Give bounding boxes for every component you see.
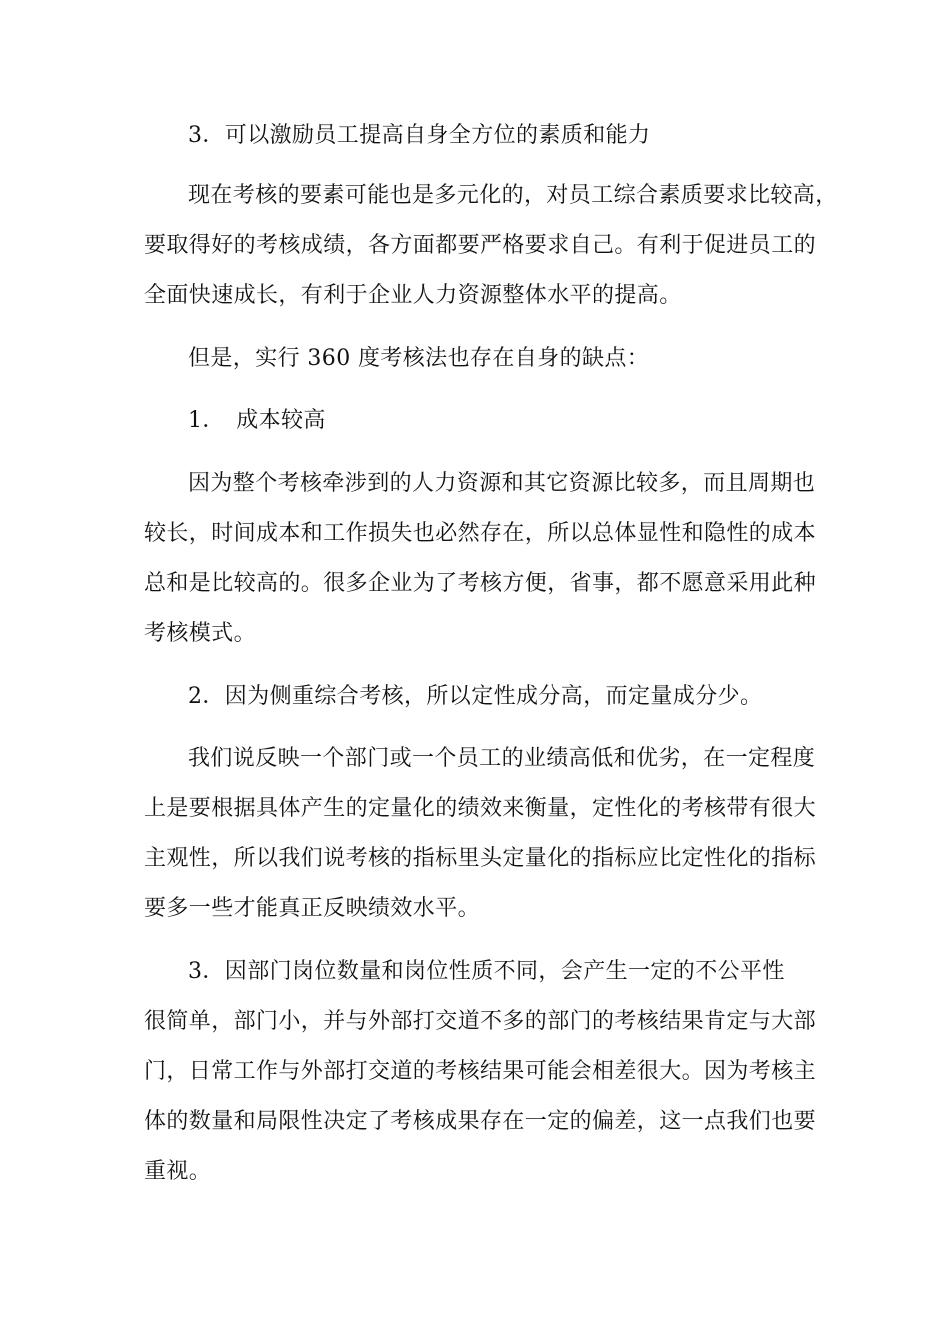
heading-1-cost: 1． 成本较高 bbox=[188, 408, 326, 433]
paragraph-line: 要多一些才能真正反映绩效水平。 bbox=[144, 896, 481, 921]
paragraph-line: 主观性，所以我们说考核的指标里头定量化的指标应比定性化的指标 bbox=[144, 846, 817, 871]
paragraph-line: 总和是比较高的。很多企业为了考核方便，省事，都不愿意采用此种 bbox=[144, 571, 817, 596]
paragraph-line: 重视。 bbox=[144, 1159, 212, 1184]
heading-2-qualitative: 2．因为侧重综合考核，所以定性成分高，而定量成分少。 bbox=[188, 684, 763, 709]
paragraph-line: 上是要根据具体产生的定量化的绩效来衡量，定性化的考核带有很大 bbox=[144, 796, 817, 821]
paragraph-line: 我们说反映一个部门或一个员工的业绩高低和优劣，在一定程度 bbox=[188, 746, 816, 771]
paragraph-line: 要取得好的考核成绩，各方面都要严格要求自己。有利于促进员工的 bbox=[144, 233, 817, 258]
paragraph-line: 考核模式。 bbox=[144, 621, 257, 646]
paragraph-line: 全面快速成长，有利于企业人力资源整体水平的提高。 bbox=[144, 283, 682, 308]
paragraph-line: 但是，实行 360 度考核法也存在自身的缺点： bbox=[188, 346, 650, 371]
paragraph-line: 现在考核的要素可能也是多元化的，对员工综合素质要求比较高， bbox=[188, 183, 838, 208]
paragraph-line: 很简单，部门小，并与外部打交道不多的部门的考核结果肯定与大部 bbox=[144, 1009, 817, 1034]
paragraph-line: 门，日常工作与外部打交道的考核结果可能会相差很大。因为考核主 bbox=[144, 1059, 817, 1084]
paragraph-line: 较长，时间成本和工作损失也必然存在，所以总体显性和隐性的成本 bbox=[144, 521, 817, 546]
paragraph-line: 因为整个考核牵涉到的人力资源和其它资源比较多，而且周期也 bbox=[188, 471, 816, 496]
paragraph-line: 体的数量和局限性决定了考核成果存在一定的偏差，这一点我们也要 bbox=[144, 1109, 817, 1134]
heading-3-motivation: 3．可以激励员工提高自身全方位的素质和能力 bbox=[188, 123, 651, 148]
heading-3-unfairness: 3．因部门岗位数量和岗位性质不同，会产生一定的不公平性 bbox=[188, 959, 785, 984]
